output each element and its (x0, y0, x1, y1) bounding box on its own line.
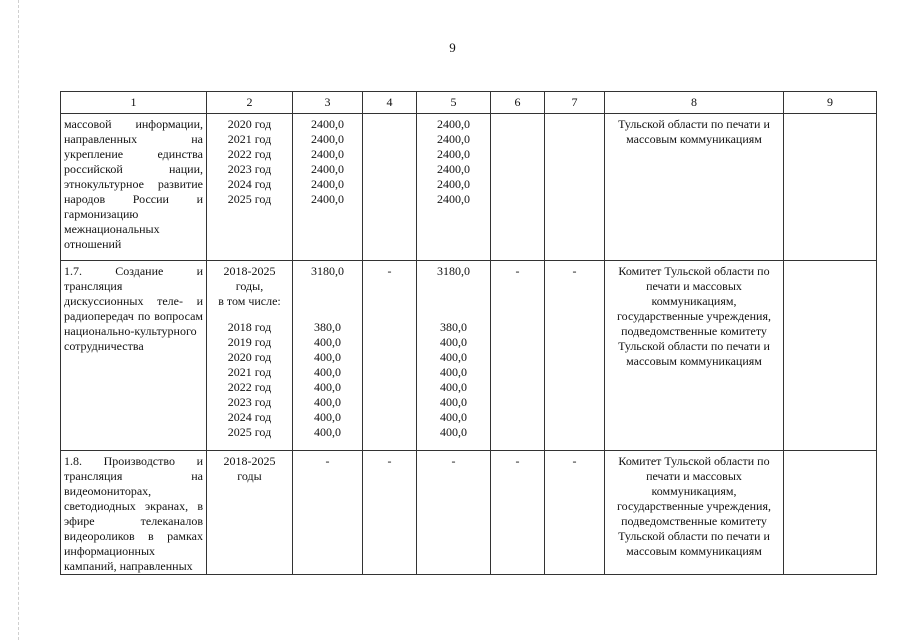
period-line: годы, (235, 279, 264, 293)
period-cell (207, 114, 293, 261)
amount: 2400,0 (311, 132, 344, 146)
total-cell: - (293, 451, 363, 575)
amount: 400,0 (314, 365, 341, 379)
amount: 2400,0 (311, 162, 344, 176)
margin-line (18, 0, 19, 640)
col5-cell: - (417, 451, 491, 575)
col-header-7: 7 (545, 92, 605, 114)
amount-total: 3180,0 (437, 264, 470, 278)
amount: 2400,0 (437, 147, 470, 161)
page-number: 9 (449, 40, 456, 55)
period-line: 2025 год (227, 425, 272, 439)
amount: 2400,0 (311, 177, 344, 191)
col-header-2: 2 (207, 92, 293, 114)
period-line: 2022 год (227, 380, 272, 394)
amount: 400,0 (314, 380, 341, 394)
period-line: 2025 год (227, 192, 272, 206)
amount: 400,0 (314, 425, 341, 439)
col7-cell (545, 114, 605, 261)
executor-cell: Тульской области по печати и массовым коммуникациям (605, 114, 784, 261)
period-line: в том числе: (218, 294, 281, 308)
total-cell (293, 261, 363, 451)
col-header-5: 5 (417, 92, 491, 114)
col-header-9: 9 (784, 92, 877, 114)
amount: 400,0 (314, 350, 341, 364)
amount: 380,0 (440, 320, 467, 334)
col-header-1: 1 (61, 92, 207, 114)
program-table (60, 91, 877, 575)
amount: 400,0 (440, 335, 467, 349)
amount: 400,0 (440, 380, 467, 394)
col6-cell (491, 114, 545, 261)
col-header-3: 3 (293, 92, 363, 114)
amount: 2400,0 (311, 192, 344, 206)
amount: 400,0 (440, 425, 467, 439)
table-row (61, 114, 877, 261)
period-line: 2024 год (227, 410, 272, 424)
col-header-6: 6 (491, 92, 545, 114)
executor-cell: Комитет Тульской области по печати и массовых коммуникациям, государственные учреждения, подведомственные комитету Тульской области по печати и массовым коммуникациям (605, 451, 784, 575)
amount-total: 3180,0 (311, 264, 344, 278)
period-line: 2021 год (227, 365, 272, 379)
col7-cell: - (545, 451, 605, 575)
period-line: 2018-2025 (223, 264, 276, 278)
amount: 2400,0 (437, 162, 470, 176)
amount: 400,0 (440, 350, 467, 364)
header-row (61, 92, 877, 114)
amount: 2400,0 (437, 117, 470, 131)
period-line: 2018-2025 (223, 454, 276, 468)
amount: 2400,0 (311, 117, 344, 131)
period-line: 2018 год (227, 320, 272, 334)
col9-cell (784, 451, 877, 575)
col4-cell: - (363, 451, 417, 575)
period-cell (207, 451, 293, 575)
amount: 400,0 (440, 365, 467, 379)
col-header-4: 4 (363, 92, 417, 114)
amount: 2400,0 (437, 177, 470, 191)
amount: 2400,0 (437, 192, 470, 206)
amount: 400,0 (314, 395, 341, 409)
activity-cell: массовой информации, направленных на укрепление единства российской нации, этнокультурное развитие народов России и гармонизацию межнациональных отношений (61, 114, 207, 261)
amount: 2400,0 (311, 147, 344, 161)
col7-cell: - (545, 261, 605, 451)
table-row (61, 261, 877, 451)
period-cell (207, 261, 293, 451)
amount: 400,0 (314, 410, 341, 424)
col6-cell: - (491, 451, 545, 575)
period-line: 2022 год (227, 147, 272, 161)
table-row (61, 451, 877, 575)
amount: 400,0 (440, 410, 467, 424)
col4-cell: - (363, 261, 417, 451)
col-header-8: 8 (605, 92, 784, 114)
period-line: 2019 год (227, 335, 272, 349)
amount: 2400,0 (437, 132, 470, 146)
period-line: 2023 год (227, 162, 272, 176)
amount: 380,0 (314, 320, 341, 334)
col5-cell (417, 261, 491, 451)
col9-cell (784, 114, 877, 261)
col4-cell (363, 114, 417, 261)
period-line: 2020 год (227, 350, 272, 364)
period-line: годы (237, 469, 262, 483)
period-line: 2023 год (227, 395, 272, 409)
col6-cell: - (491, 261, 545, 451)
period-line: 2024 год (227, 177, 272, 191)
col9-cell (784, 261, 877, 451)
total-cell (293, 114, 363, 261)
activity-cell: 1.7. Создание и трансляция дискуссионных теле- и радиопередач по вопросам национально-культурного сотрудничества (61, 261, 207, 451)
period-line: 2021 год (227, 132, 272, 146)
period-line: 2020 год (227, 117, 272, 131)
amount: 400,0 (314, 335, 341, 349)
col5-cell (417, 114, 491, 261)
executor-cell: Комитет Тульской области по печати и массовых коммуникациям, государственные учреждения, подведомственные комитету Тульской области по печати и массовым коммуникациям (605, 261, 784, 451)
activity-cell: 1.8. Производство и трансляция на видеомониторах, светодиодных экранах, в эфире телеканалов видеороликов в рамках информационных кампаний, направленных (61, 451, 207, 575)
amount: 400,0 (440, 395, 467, 409)
